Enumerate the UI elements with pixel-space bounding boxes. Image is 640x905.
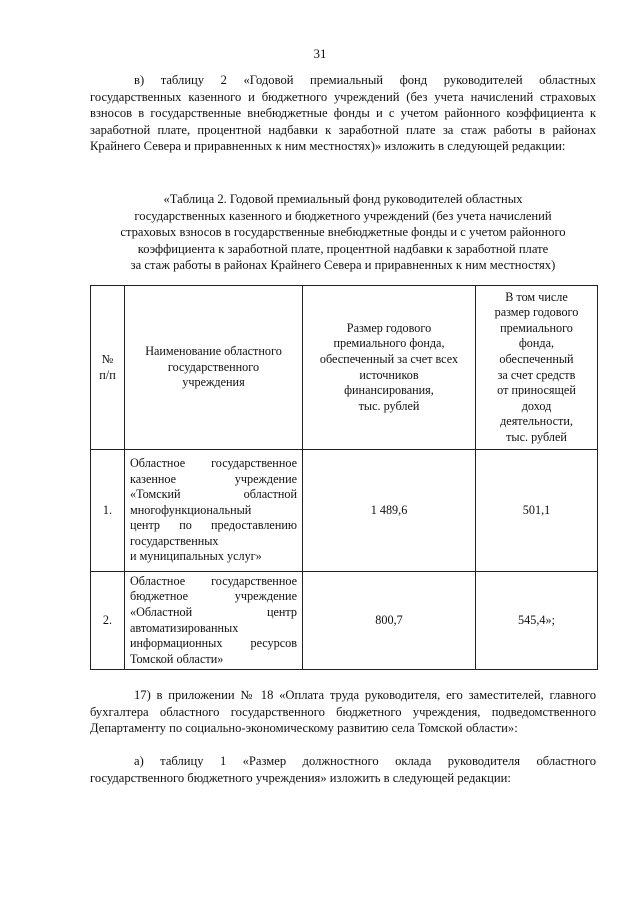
row-number: 2. bbox=[91, 572, 125, 670]
header-line: тыс. рублей bbox=[358, 398, 420, 413]
header-line: п/п bbox=[99, 367, 116, 382]
header-line: № bbox=[101, 351, 114, 366]
header-num bbox=[91, 286, 125, 450]
header-line: доход bbox=[521, 398, 552, 413]
caption-line: страховых взносов в государственные внебюджетные фонды и с учетом районного bbox=[120, 225, 566, 239]
name-line: бюджетное учреждение bbox=[130, 589, 297, 604]
header-line: В том числе bbox=[505, 289, 568, 304]
header-line: премиального bbox=[500, 320, 573, 335]
name-line: Томской области» bbox=[130, 651, 224, 666]
name-line: «Томский областной bbox=[130, 487, 297, 502]
header-line: размер годового bbox=[494, 305, 579, 320]
table-caption bbox=[90, 191, 596, 274]
paragraph-17: 17) в приложении № 18 «Оплата труда руководителя, его заместителей, главного бухгалтера областного государственного бюджетного учреждения, подведомственного Департаменту по социально-экономическому развитию села Томской области»: bbox=[90, 688, 596, 735]
name-line: «Областной центр bbox=[130, 604, 297, 619]
header-line: Наименование областного bbox=[145, 344, 282, 359]
total-fund-value: 800,7 bbox=[303, 572, 476, 670]
header-line: фонда, bbox=[518, 336, 555, 351]
page-number: 31 bbox=[313, 46, 327, 61]
header-line: от приносящей bbox=[497, 383, 576, 398]
header-line: деятельности, bbox=[500, 414, 573, 429]
header-line: учреждения bbox=[182, 375, 245, 390]
caption-line: за стаж работы в районах Крайнего Севера и приравненных к ним местностях) bbox=[130, 258, 556, 272]
paragraph-a: а) таблицу 1 «Размер должностного оклада руководителя областного государственного бюджетного учреждения» изложить в следующей редакции: bbox=[90, 754, 596, 785]
header-name bbox=[125, 286, 303, 450]
income-fund-value: 545,4»; bbox=[476, 572, 598, 670]
header-line: финансирования, bbox=[344, 383, 434, 398]
premium-fund-table bbox=[90, 285, 598, 670]
name-line: автоматизированных bbox=[130, 620, 239, 635]
header-line: источников bbox=[359, 367, 419, 382]
table-header-row bbox=[91, 286, 598, 450]
header-line: Размер годового bbox=[346, 320, 432, 335]
header-line: обеспеченный bbox=[499, 351, 574, 366]
name-line: информационных ресурсов bbox=[130, 636, 297, 651]
table-row bbox=[91, 450, 598, 572]
income-fund-value: 501,1 bbox=[476, 450, 598, 572]
caption-line: коэффициента к заработной плате, процентной надбавки к заработной плате bbox=[137, 241, 549, 256]
total-fund-value: 1 489,6 bbox=[303, 450, 476, 572]
name-line: и муниципальных услуг» bbox=[130, 549, 262, 564]
row-number: 1. bbox=[91, 450, 125, 572]
header-income-fund bbox=[476, 286, 598, 450]
name-line: Областное государственное bbox=[130, 573, 297, 588]
name-line: Областное государственное bbox=[130, 455, 297, 470]
name-line: государственных bbox=[130, 533, 219, 548]
name-line: казенное учреждение bbox=[130, 471, 297, 486]
header-line: за счет средств bbox=[497, 367, 576, 382]
caption-line: государственных казенного и бюджетного учреждений (без учета начислений bbox=[134, 208, 552, 223]
header-line: тыс. рублей bbox=[506, 429, 567, 444]
header-line: обеспеченный за счет всех bbox=[319, 351, 459, 366]
header-total-fund bbox=[303, 286, 476, 450]
header-line: государственного bbox=[167, 359, 260, 374]
caption-line: «Таблица 2. Годовой премиальный фонд руководителей областных bbox=[163, 192, 523, 206]
name-line: центр по предоставлению bbox=[130, 518, 297, 533]
institution-name bbox=[125, 572, 303, 670]
intro-paragraph: в) таблицу 2 «Годовой премиальный фонд руководителей областных государственных казенного и бюджетного учреждений (без учета начислений страховых взносов в государственные внебюджетные фонды и с учетом районного коэффициента к заработной плате, процентной надбавки к заработной плате за стаж работы в районах Крайнего Севера и приравненных к ним местностях)» изложить в следующей редакции: bbox=[90, 73, 596, 153]
name-line: многофункциональный bbox=[130, 502, 252, 517]
institution-name bbox=[125, 450, 303, 572]
table-row bbox=[91, 572, 598, 670]
header-line: премиального фонда, bbox=[333, 336, 445, 351]
